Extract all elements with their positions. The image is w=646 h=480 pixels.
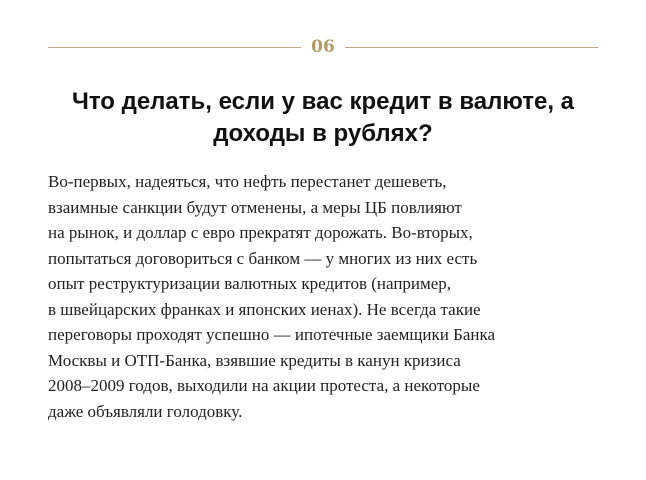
section-divider <box>48 36 598 58</box>
divider-line-left <box>48 47 301 48</box>
paragraph-line: в швейцарских франках и японских иенах). Не всегда такие <box>48 299 481 319</box>
paragraph-line: 2008–2009 годов, выходили на акции протеста, а некоторые <box>48 376 480 395</box>
paragraph-line: попытаться договориться с банком — у многих из них есть <box>48 248 478 268</box>
section-heading <box>40 86 606 150</box>
paragraph-line: на рынок, и доллар с евро прекратят дорожать. Во-вторых, <box>48 223 473 242</box>
paragraph-line: опыт реструктуризации валютных кредитов (например, <box>48 274 452 293</box>
divider-line-right <box>345 47 598 48</box>
paragraph-line: Во-первых, надеяться, что нефть перестанет дешеветь, <box>48 172 447 191</box>
paragraph-line: Москвы и ОТП-Банка, взявшие кредиты в канун кризиса <box>48 350 461 370</box>
paragraph-line: даже объявляли голодовку. <box>48 401 243 421</box>
heading-line: Что делать, если у вас кредит в валюте, а <box>71 88 575 115</box>
paragraph-line: переговоры проходят успешно — ипотечные заемщики Банка <box>48 325 496 344</box>
article-paragraph <box>48 169 608 424</box>
paragraph-line: взаимные санкции будут отменены, а меры ЦБ повлияют <box>48 197 462 217</box>
heading-line: доходы в рублях? <box>213 120 433 147</box>
section-number: 06 <box>311 37 335 57</box>
